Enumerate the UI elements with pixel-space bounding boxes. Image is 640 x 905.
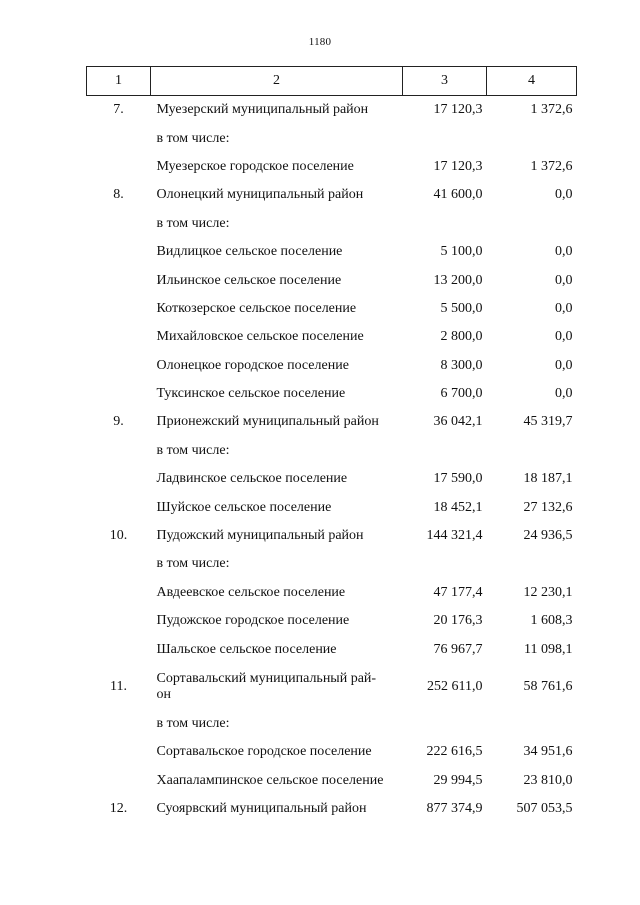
row-number: [87, 465, 151, 493]
row-value-col3: 17 590,0: [433, 471, 483, 487]
table-row: [87, 266, 577, 294]
row-value-col3: 252 611,0: [427, 678, 483, 694]
row-value-col3: 144 321,4: [426, 528, 483, 544]
row-value-col3: 13 200,0: [433, 272, 483, 288]
row-value-col4: [487, 210, 577, 238]
table-row: [87, 96, 577, 125]
row-value-col3: 41 600,0: [433, 187, 483, 203]
row-value-col4: 0,0: [555, 329, 573, 345]
row-value-col4: 0,0: [555, 187, 573, 203]
row-number: [87, 579, 151, 607]
column-header-3: 3: [403, 67, 487, 96]
row-number: [87, 738, 151, 766]
table-row: [87, 295, 577, 323]
table-row: [87, 738, 577, 766]
row-name: Олонецкое городское поселение: [156, 357, 349, 373]
row-value-col4: 1 372,6: [530, 158, 573, 174]
table-row: [87, 210, 577, 238]
table-row: [87, 635, 577, 663]
row-value-col3: 18 452,1: [433, 499, 483, 515]
table-row: [87, 607, 577, 635]
row-number: [87, 607, 151, 635]
row-value-col3: 29 994,5: [433, 772, 483, 788]
row-value-col3: 76 967,7: [433, 641, 483, 657]
table-row: [87, 664, 577, 710]
table-row: [87, 124, 577, 152]
page-number: 1180: [308, 36, 332, 48]
row-value-col4: 18 187,1: [523, 471, 573, 487]
row-number: [87, 550, 151, 578]
row-name: в том числе:: [156, 716, 230, 731]
table-row: [87, 550, 577, 578]
row-name: Туксинское сельское поселение: [156, 386, 346, 402]
row-value-col4: 0,0: [555, 386, 573, 402]
row-number: [87, 710, 151, 738]
row-value-col4: 1 372,6: [530, 102, 573, 118]
row-number: [87, 124, 151, 152]
row-name: Олонецкий муниципальный район: [156, 187, 364, 203]
table-row: [87, 238, 577, 266]
row-value-col4: 58 761,6: [523, 678, 573, 694]
row-number: [87, 295, 151, 323]
row-number: 10.: [109, 528, 128, 544]
row-name: Суоярвский муниципальный район: [156, 801, 367, 817]
table-row: [87, 493, 577, 521]
column-header-1: 1: [87, 67, 151, 96]
row-value-col4: 24 936,5: [523, 528, 573, 544]
row-number: 7.: [113, 102, 124, 118]
row-value-col3: 17 120,3: [433, 102, 483, 118]
column-header-2: 2: [151, 67, 403, 96]
row-value-col3: [403, 124, 487, 152]
row-name: Муезерское городское поселение: [156, 158, 354, 174]
row-number: [87, 767, 151, 795]
row-name-line-1: Сортавальский муниципальный рай-: [156, 670, 377, 686]
row-name: Ильинское сельское поселение: [156, 272, 342, 288]
row-value-col4: [487, 550, 577, 578]
row-value-col3: 222 616,5: [426, 744, 483, 760]
row-value-col3: 2 800,0: [440, 329, 483, 345]
row-name: в том числе:: [156, 215, 230, 231]
column-header-4: 4: [487, 67, 577, 96]
row-name: Коткозерское сельское поселение: [156, 300, 357, 316]
row-name-line-2: он: [156, 686, 171, 702]
row-value-col3: 8 300,0: [440, 357, 483, 373]
row-number: [87, 323, 151, 351]
row-name: в том числе:: [156, 130, 230, 146]
table-row: [87, 181, 577, 209]
row-number: [87, 238, 151, 266]
row-value-col4: 34 951,6: [523, 744, 573, 760]
table-row: [87, 408, 577, 436]
row-value-col4: [487, 124, 577, 152]
budget-table: [86, 66, 577, 823]
row-name: Пудожский муниципальный район: [156, 528, 364, 544]
table-row: [87, 352, 577, 380]
table-row: [87, 465, 577, 493]
row-value-col4: 0,0: [555, 300, 573, 316]
row-number: 11.: [110, 678, 127, 694]
table-row: [87, 795, 577, 823]
table-row: [87, 380, 577, 408]
row-number: 12.: [109, 801, 128, 817]
row-value-col3: 20 176,3: [433, 613, 483, 629]
row-value-col4: 0,0: [555, 244, 573, 260]
row-name: Муезерский муниципальный район: [156, 102, 369, 118]
header-row: [87, 67, 577, 96]
row-number: [87, 352, 151, 380]
row-name: Шуйское сельское поселение: [156, 499, 332, 515]
row-value-col3: 5 500,0: [440, 300, 483, 316]
row-name: в том числе:: [156, 556, 230, 572]
row-value-col4: 27 132,6: [523, 499, 573, 515]
row-value-col3: 47 177,4: [433, 584, 483, 600]
row-value-col3: 36 042,1: [433, 414, 483, 430]
row-value-col4: 1 608,3: [530, 613, 573, 629]
table-header: [87, 67, 577, 96]
row-value-col3: 877 374,9: [426, 801, 483, 817]
row-value-col4: 0,0: [555, 357, 573, 373]
row-name: Ладвинское сельское поселение: [156, 471, 348, 487]
row-value-col3: 5 100,0: [440, 244, 483, 260]
table-row: [87, 710, 577, 738]
row-name: в том числе:: [156, 442, 230, 458]
table-row: [87, 579, 577, 607]
row-value-col3: [403, 710, 487, 738]
row-name: Михайловское сельское поселение: [156, 329, 364, 345]
row-number: [87, 380, 151, 408]
row-number: [87, 437, 151, 465]
row-number: [87, 266, 151, 294]
row-value-col3: [403, 437, 487, 465]
table-row: [87, 323, 577, 351]
row-value-col4: 23 810,0: [523, 772, 573, 788]
row-value-col4: 0,0: [555, 272, 573, 288]
table-body: [87, 96, 577, 824]
row-value-col4: [487, 437, 577, 465]
row-name: Прионежский муниципальный район: [156, 414, 379, 430]
row-number: [87, 635, 151, 663]
row-value-col4: 45 319,7: [523, 414, 573, 430]
table-row: [87, 767, 577, 795]
row-value-col3: [403, 550, 487, 578]
row-value-col3: 17 120,3: [433, 158, 483, 174]
row-name: Пудожское городское поселение: [156, 613, 350, 629]
row-name: [151, 664, 403, 710]
row-number: [87, 493, 151, 521]
row-value-col4: 507 053,5: [516, 801, 573, 817]
row-number: [87, 210, 151, 238]
row-name: Сортавальское городское поселение: [156, 744, 372, 760]
row-value-col4: 11 098,1: [524, 641, 573, 657]
row-name: Шальское сельское поселение: [156, 641, 337, 657]
row-name: Авдеевское сельское поселение: [156, 584, 346, 600]
row-number: [87, 153, 151, 181]
row-number: 9.: [113, 414, 124, 430]
table-row: [87, 437, 577, 465]
row-value-col3: 6 700,0: [440, 386, 483, 402]
row-number: 8.: [113, 187, 124, 203]
table-row: [87, 153, 577, 181]
row-value-col3: [403, 210, 487, 238]
row-value-col4: 12 230,1: [523, 584, 573, 600]
row-name: Видлицкое сельское поселение: [156, 244, 343, 260]
row-name: Хаапалампинское сельское поселение: [156, 772, 384, 788]
row-value-col4: [487, 710, 577, 738]
table-row: [87, 522, 577, 550]
